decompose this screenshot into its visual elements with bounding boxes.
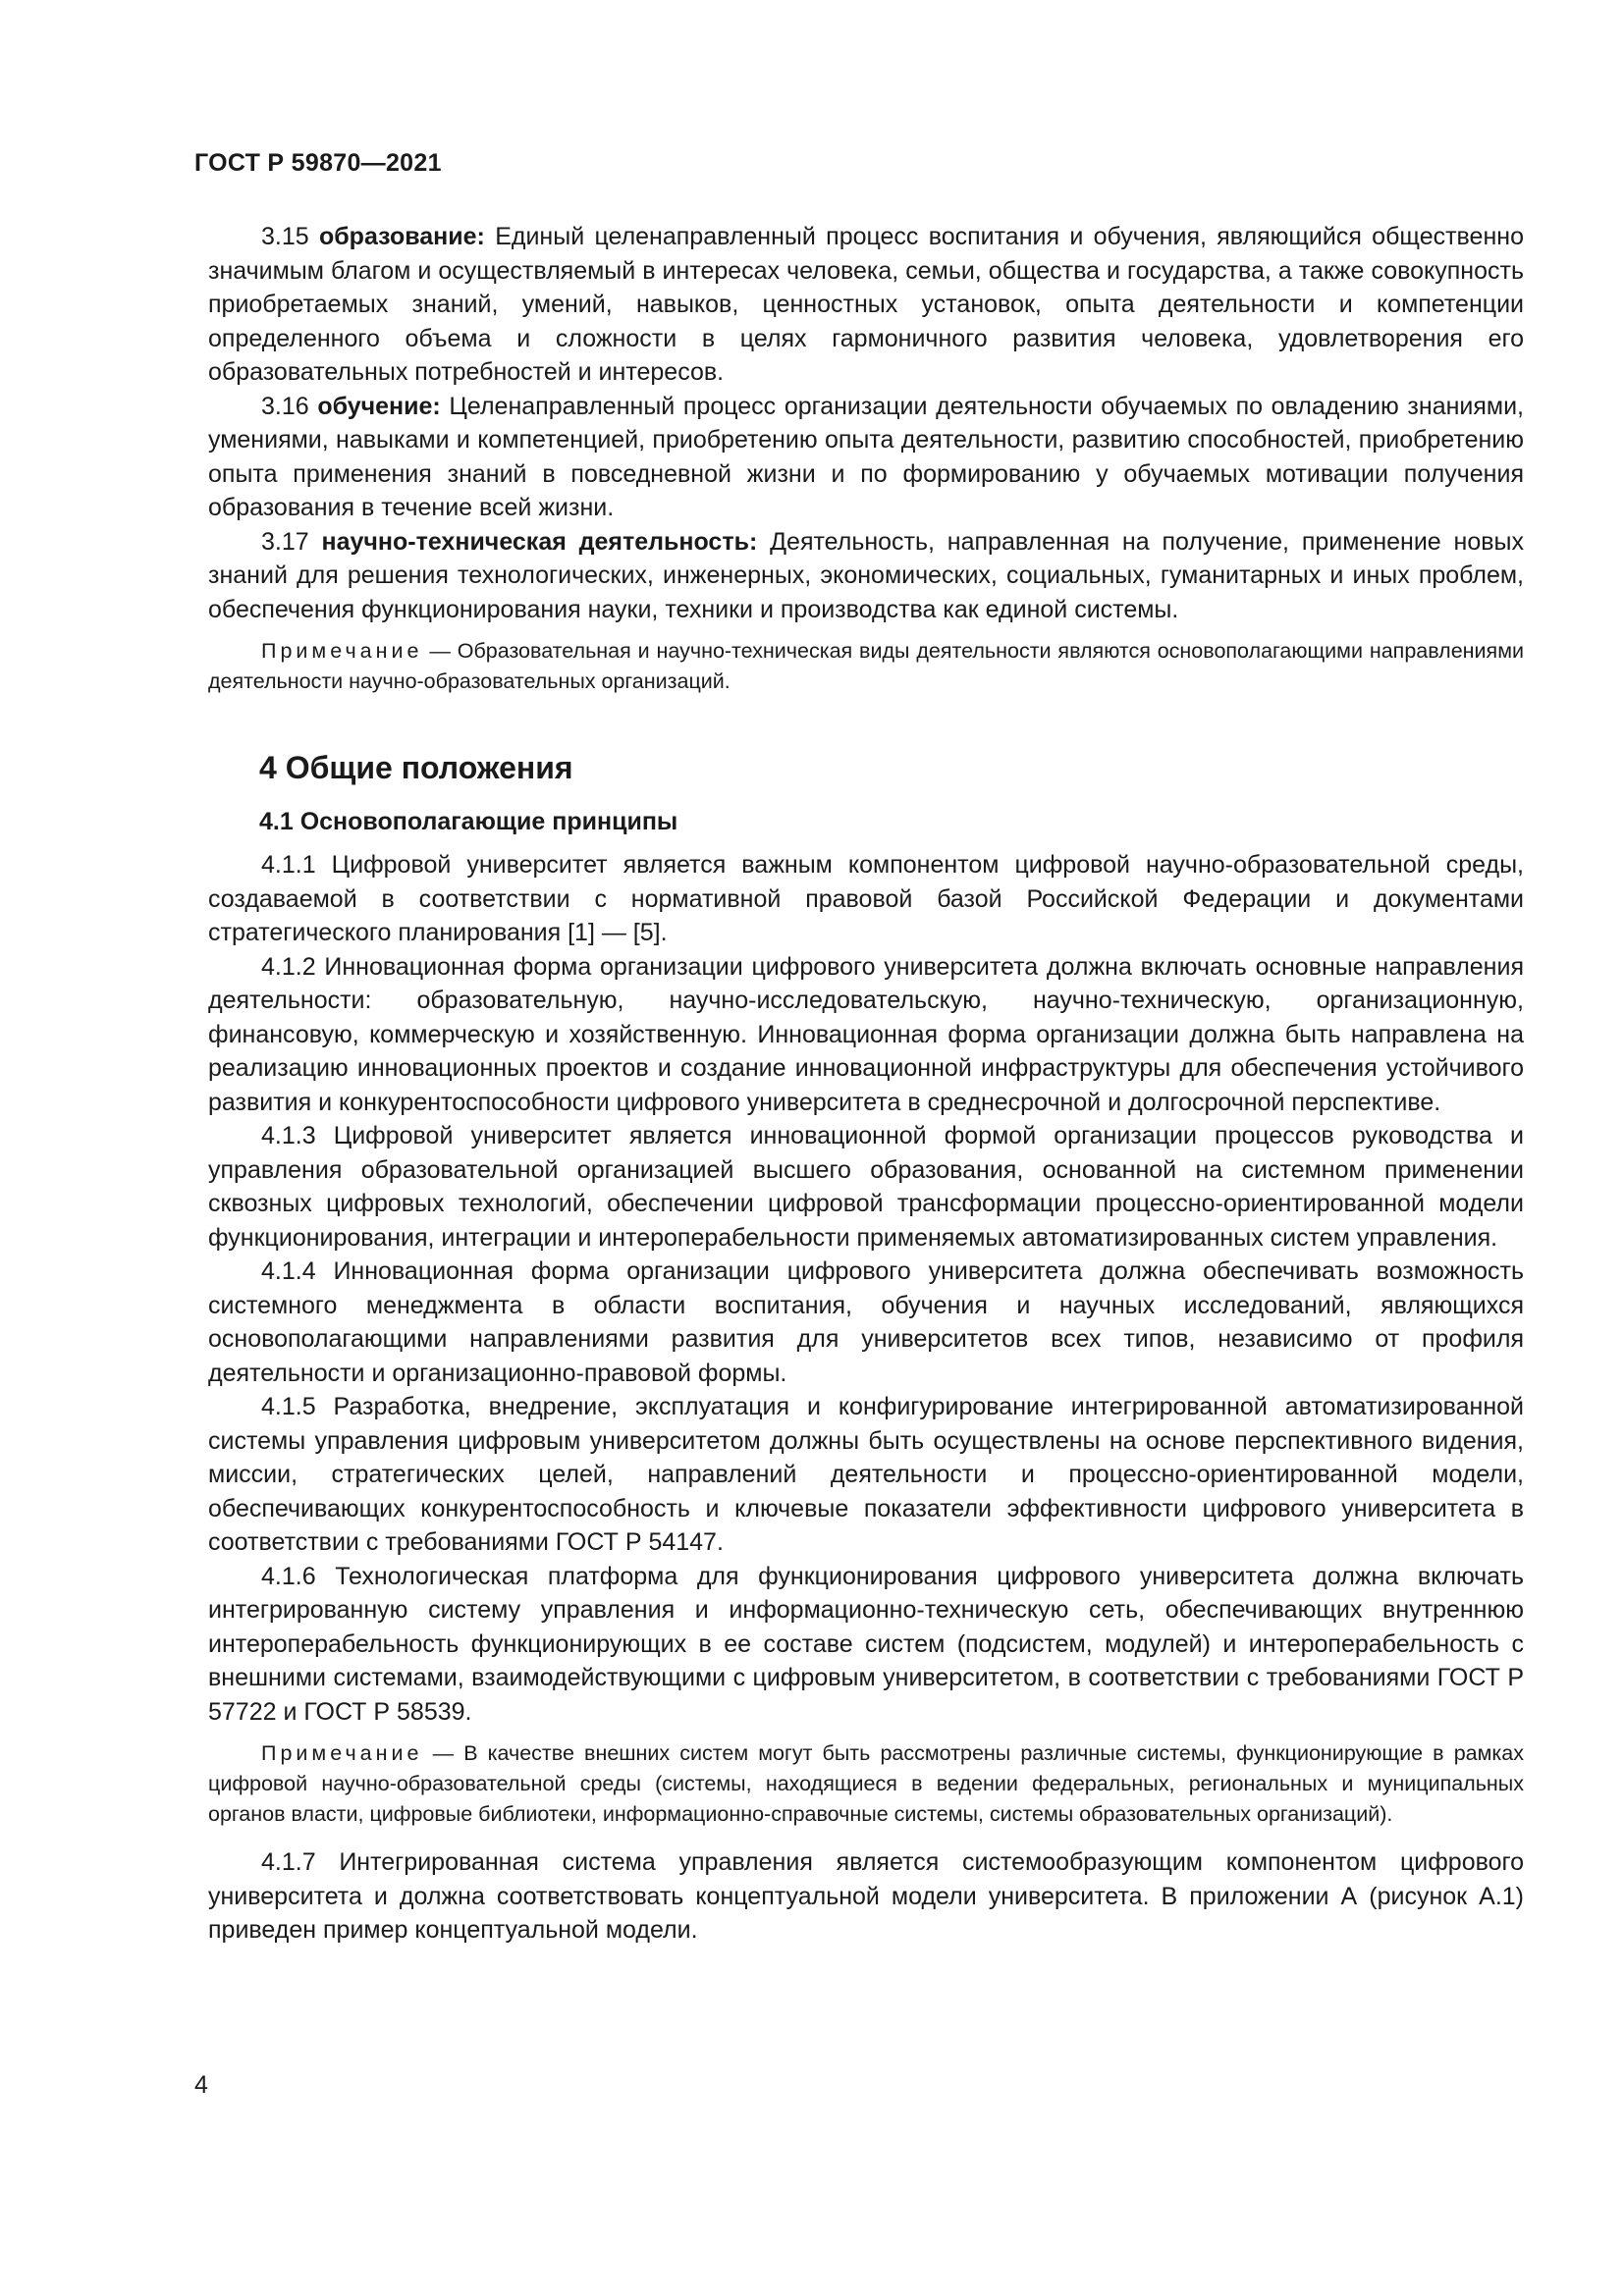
term-3-15 (208, 220, 1524, 390)
page-content (208, 220, 1524, 1948)
term-definition: Единый целенаправленный процесс воспитания и обучения, являющийся общественно значимым благом и осуществляемый в интересах человека, семьи, общества и государства, а также совокупность приобретаемых знаний, умений, навыков, ценностных установок, опыта деятельности и компетенции определенного объема и сложности в целях гармоничного развития человека, удовлетворения его образовательных потребностей и интересов. (208, 223, 1524, 386)
term-definition: Деятельность, направленная на получение, применение новых знаний для решения технологических, инженерных, экономических, социальных, гуманитарных и иных проблем, обеспечения функционирования науки, техники и производства как единой системы. (208, 527, 1524, 623)
subsection-title: 4.1 Основополагающие принципы (259, 808, 678, 835)
term-name: научно-техническая деятельность: (321, 527, 758, 556)
paragraph-4-1-1: 4.1.1 Цифровой университет является важным компонентом цифровой научно-образовательной среды, создаваемой в соответствии с нормативной правовой базой Российской Федерации и документами стратегического планирования [1] — [5]. (208, 851, 1524, 946)
paragraph-4-1-2: 4.1.2 Инновационная форма организации цифрового университета должна включать основные направления деятельности: образовательную, научно-исследовательскую, научно-техническую, организационную, финансовую, коммерческую и хозяйственную. Инновационная форма организации должна быть направлена на реализацию инновационных проектов и создание инновационной инфраструктуры для обеспечения устойчивого развития и конкурентоспособности цифрового университета в среднесрочной и долгосрочной перспективе. (208, 952, 1524, 1116)
note-label: Примечание (261, 639, 423, 663)
term-name: обучение: (317, 392, 441, 420)
page-number: 4 (194, 2071, 208, 2099)
paragraph-4-1-7: 4.1.7 Интегрированная система управления является системообразующим компонентом цифрового университета и должна соответствовать концептуальной модели университета. В приложении А (рисунок А.1) приведен пример концептуальной модели. (208, 1848, 1524, 1944)
note-label: Примечание (261, 1741, 423, 1765)
paragraph-4-1-6: 4.1.6 Технологическая платформа для функционирования цифрового университета должна включать интегрированную систему управления и информационно-техническую сеть, обеспечивающих внутреннюю интероперабельность функционирующих в ее составе систем (подсистем, модулей) и интероперабельность с внешними системами, взаимодействующими с цифровым университетом, в соответствии с требованиями ГОСТ Р 57722 и ГОСТ Р 58539. (208, 1562, 1524, 1726)
term-name: образование: (318, 223, 485, 250)
paragraph-4-1-5: 4.1.5 Разработка, внедрение, эксплуатация и конфигурирование интегрированной автоматизированной системы управления цифровым университетом должны быть осуществлены на основе перспективного видения, миссии, стратегических целей, направлений деятельности и процессно-ориентированной модели, обеспечивающих конкурентоспособность и ключевые показатели эффективности цифрового университета в соответствии с требованиями ГОСТ Р 54147. (208, 1393, 1524, 1556)
term-3-17 (208, 525, 1524, 627)
note-1 (208, 636, 1524, 697)
document-code: ГОСТ Р 59870—2021 (194, 149, 442, 177)
term-3-16 (208, 390, 1524, 525)
term-number: 3.17 (261, 527, 309, 556)
term-definition: Целенаправленный процесс организации деятельности обучаемых по овладению знаниями, умениями, навыками и компетенцией, приобретению опыта деятельности, развитию способностей, приобретению опыта применения знаний в повседневной жизни и по формированию у обучаемых мотивации получения образования в течение всей жизни. (208, 392, 1525, 521)
note-2 (208, 1738, 1524, 1830)
note-text: — В качестве внешних систем могут быть рассмотрены различные системы, функционирующие в рамках цифровой научно-образовательной среды (системы, находящиеся в ведении федеральных, региональных и муниципальных органов власти, цифровые библиотеки, информационно-справочные системы, системы образовательных организаций). (208, 1741, 1524, 1826)
paragraph-4-1-4: 4.1.4 Инновационная форма организации цифрового университета должна обеспечивать возможность системного менеджмента в области воспитания, обучения и научных исследований, являющихся основополагающими направлениями развития для университетов всех типов, независимо от профиля деятельности и организационно-правовой формы. (208, 1257, 1524, 1387)
term-number: 3.15 (261, 223, 309, 250)
note-text: — Образовательная и научно-техническая виды деятельности являются основополагающими направлениями деятельности научно-образовательных организаций. (208, 639, 1524, 693)
paragraph-4-1-3: 4.1.3 Цифровой университет является инновационной формой организации процессов руководства и управления образовательной организацией высшего образования, основанной на системном применении сквозных цифровых технологий, обеспечении цифровой трансформации процессно-ориентированной модели функционирования, интеграции и интероперабельности применяемых автоматизированных систем управления. (208, 1122, 1524, 1252)
section-title: 4 Общие положения (259, 750, 573, 785)
term-number: 3.16 (261, 392, 309, 420)
